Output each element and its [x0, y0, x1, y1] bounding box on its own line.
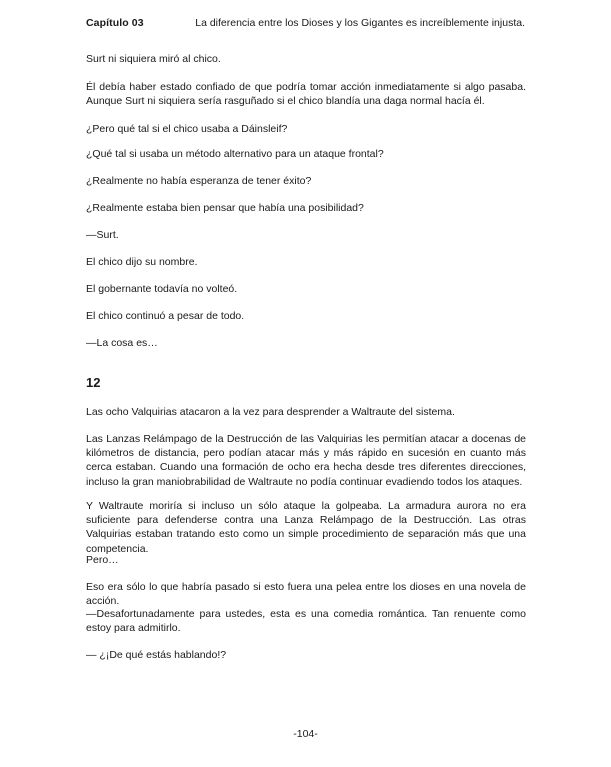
paragraph: Eso era sólo lo que habría pasado si esto fuera una pelea entre los dioses en una novela de acción. — [86, 581, 526, 608]
paragraph: Pero… — [86, 554, 119, 566]
paragraph: —La cosa es… — [86, 337, 158, 349]
paragraph: El chico continuó a pesar de todo. — [86, 310, 245, 322]
paragraph: El chico dijo su nombre. — [86, 256, 198, 268]
paragraph: Las ocho Valquirias atacaron a la vez para desprender a Waltraute del sistema. — [86, 406, 455, 418]
paragraph: Él debía haber estado confiado de que podría tomar acción inmediatamente si algo pasaba. Aunque Surt ni siquiera sería rasguñado si el chico blandía una daga normal hacía él. — [86, 81, 526, 108]
paragraph: — ¿¡De qué estás hablando!? — [86, 649, 227, 661]
paragraph: ¿Qué tal si usaba un método alternativo para un ataque frontal? — [86, 148, 384, 160]
chapter-title: La diferencia entre los Dioses y los Gigantes es increíblemente injusta. — [195, 17, 525, 29]
paragraph: Las Lanzas Relámpago de la Destrucción de las Valquirias les permitían atacar a docenas de kilómetros de distancia, pero podían atacar más y más rápido en sucesión en cuanto más cerca estaban. Cuando una formación de ocho era hecha desde tres diferentes direcciones, incluso la gran maniobrabilidad de Waltraute no podía continuar evadiendo todos los ataques. — [86, 433, 526, 488]
section-number: 12 — [86, 375, 101, 390]
paragraph: Y Waltraute moriría si incluso un sólo ataque la golpeaba. La armadura aurora no era suficiente para defenderse contra una Lanza Relámpago de la Destrucción. Las otras Valquirias estaban tratando esto como un simple procedimiento de separación más que una competencia. — [86, 500, 526, 555]
paragraph: —Desafortunadamente para ustedes, esta es una comedia romántica. Tan renuente como estoy para admitirlo. — [86, 608, 526, 635]
paragraph: Surt ni siquiera miró al chico. — [86, 53, 221, 65]
page-number: -104- — [293, 728, 318, 740]
running-header — [86, 16, 525, 36]
paragraph: ¿Realmente estaba bien pensar que había una posibilidad? — [86, 202, 364, 214]
paragraph: El gobernante todavía no volteó. — [86, 283, 238, 295]
chapter-label: Capítulo 03 — [86, 17, 144, 29]
paragraph: ¿Realmente no había esperanza de tener éxito? — [86, 175, 312, 187]
paragraph: —Surt. — [86, 229, 119, 241]
paragraph: ¿Pero qué tal si el chico usaba a Dáinsleif? — [86, 123, 288, 135]
